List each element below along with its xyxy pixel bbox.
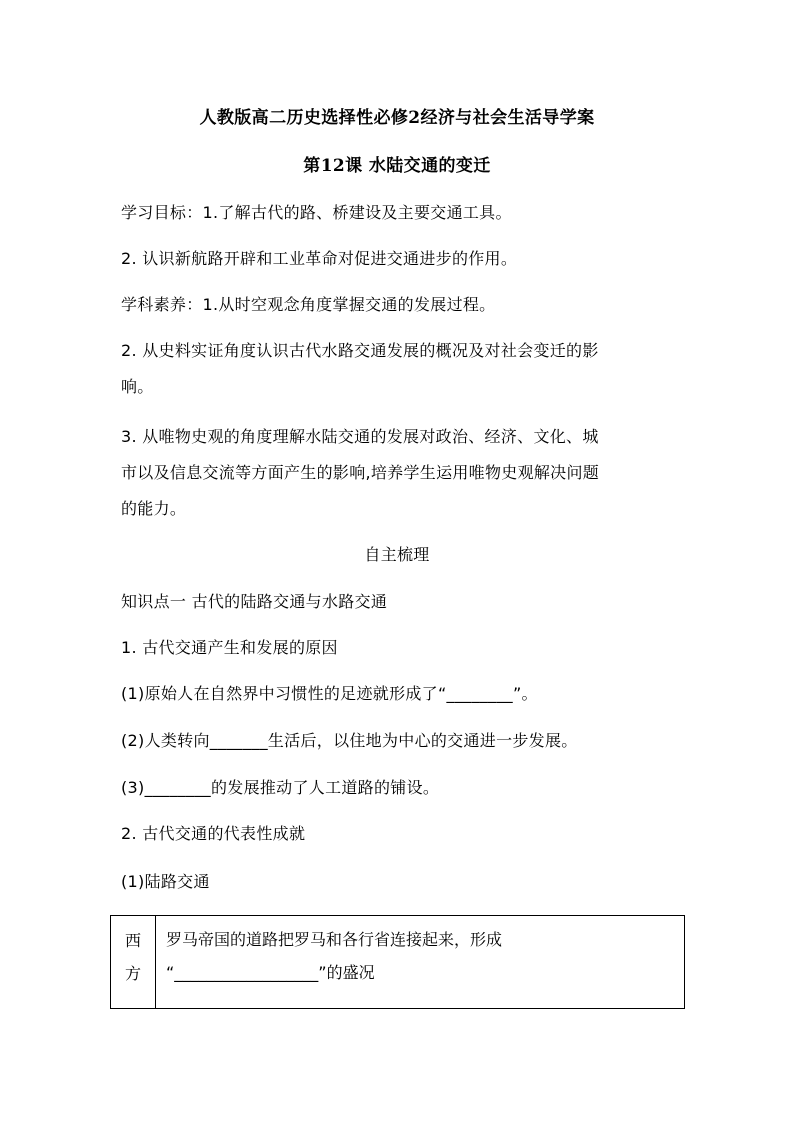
literacy-line-2b: 响。	[121, 377, 154, 396]
question-1: 1. 古代交通产生和发展的原因	[121, 638, 338, 657]
description-line-2: “__________________”的盛况	[166, 963, 375, 982]
question-2a: (1)陆路交通	[121, 872, 210, 891]
description-line-1: 罗马帝国的道路把罗马和各行省连接起来，形成	[166, 930, 503, 949]
objective-line-1: 学习目标：1.了解古代的路、桥建设及主要交通工具。	[121, 203, 512, 222]
region-cell	[111, 916, 156, 1009]
knowledge-point-1: 知识点一 古代的陆路交通与水路交通	[121, 592, 388, 611]
section-heading: 自主梳理	[364, 545, 430, 564]
document-title: 人教版高二历史选择性必修2经济与社会生活导学案	[199, 108, 595, 128]
region-char-2: 方	[124, 964, 141, 983]
literacy-line-3b: 市以及信息交流等方面产生的影响,培养学生运用唯物史观解决问题	[121, 463, 600, 482]
literacy-line-3c: 的能力。	[121, 499, 187, 518]
question-2: 2. 古代交通的代表性成就	[121, 824, 306, 843]
literacy-line-2a: 2. 从史料实证角度认识古代水路交通发展的概况及对社会变迁的影	[121, 341, 599, 360]
table-row	[111, 916, 685, 1009]
land-transport-table	[110, 915, 685, 1009]
objective-line-2: 2. 认识新航路开辟和工业革命对促进交通进步的作用。	[121, 249, 518, 268]
question-1b: (2)人类转向_______生活后，以住地为中心的交通进一步发展。	[121, 731, 578, 750]
question-1c: (3)________的发展推动了人工道路的铺设。	[121, 778, 440, 797]
description-cell	[156, 916, 685, 1009]
region-char-1: 西	[124, 931, 141, 950]
lesson-title: 第12课 水陆交通的变迁	[303, 156, 491, 176]
question-1a: (1)原始人在自然界中习惯性的足迹就形成了“________”。	[121, 684, 538, 703]
literacy-line-3a: 3. 从唯物史观的角度理解水陆交通的发展对政治、经济、文化、城	[121, 427, 599, 446]
literacy-line-1: 学科素养：1.从时空观念角度掌握交通的发展过程。	[121, 295, 496, 314]
